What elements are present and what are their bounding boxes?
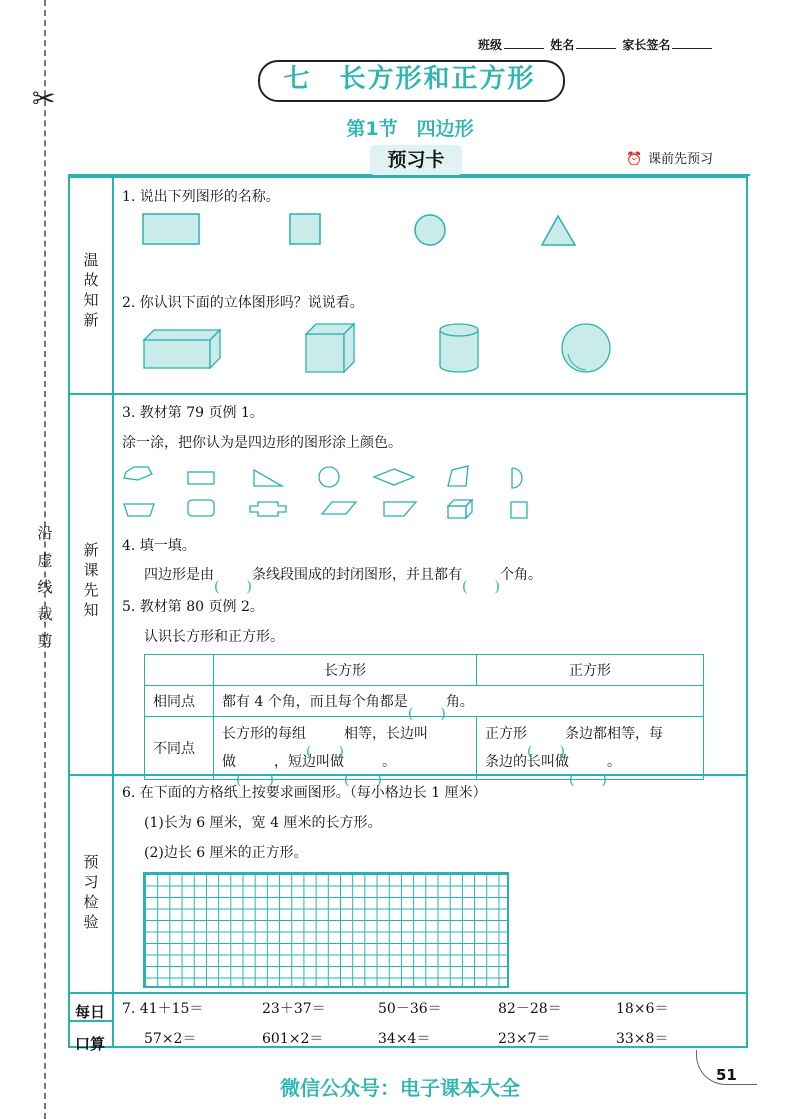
sq-text-b: 条边都相等，每 [565, 726, 663, 742]
rect-text-c: 做 [222, 754, 236, 770]
table-row-diff-label: 不同点 [145, 717, 214, 780]
rectangle-shape [143, 214, 199, 244]
table-row-same-label: 相同点 [145, 686, 214, 717]
class-label: 班级 [478, 38, 503, 52]
cut-label: 沿虚线裁剪 [37, 524, 53, 650]
parent-sign-label: 家长签名 [622, 38, 671, 52]
q2-text: 2. 你认识下面的立体图形吗？说说看。 [122, 295, 364, 311]
q6-item-1: (1)长为 6 厘米，宽 4 厘米的长方形。 [144, 815, 382, 831]
section-label-daily: 每日口算 [74, 1003, 105, 1053]
shape-quad-irregular[interactable] [448, 466, 468, 486]
q5-title: 5. 教材第 80 页例 2。 [122, 599, 264, 615]
shape-d[interactable] [512, 468, 522, 488]
q7-row1-1: 7. 41＋15＝ [122, 1001, 204, 1017]
shape-parallelogram[interactable] [322, 502, 356, 514]
same-text-a: 都有 4 个角，而且每个角都是 [222, 694, 408, 710]
table-row-diff [145, 717, 704, 780]
sq-text-a: 正方形 [485, 726, 527, 742]
footer-wechat: 微信公众号：电子课本大全 [280, 1076, 520, 1100]
shape-small-circle[interactable] [319, 467, 339, 487]
shape-small-square[interactable] [511, 502, 527, 518]
q4-part-a: 四边形是由 [144, 567, 214, 583]
table-row-same [145, 686, 704, 717]
section-label-check: 预习检验 [83, 853, 99, 931]
section-label-review: 温故知新 [83, 251, 99, 329]
q1-text: 1. 说出下列图形的名称。 [122, 189, 280, 205]
table-same-cell [214, 686, 704, 717]
shape-trapezoid-slant[interactable] [384, 502, 416, 516]
shape-rounded-rect[interactable] [188, 500, 214, 516]
cuboid-shape [144, 330, 220, 368]
q7-row1-5: 18×6＝ [616, 1001, 669, 1017]
shape-pentagon[interactable] [124, 467, 152, 480]
alarm-clock-icon: ⏰ [626, 152, 643, 167]
card-title: 预习卡 [370, 145, 462, 175]
circle-shape [415, 215, 445, 245]
side-column-divider [112, 176, 114, 1048]
q3-title: 3. 教材第 79 页例 1。 [122, 405, 264, 421]
plane-shapes [140, 210, 600, 252]
triangle-shape [542, 216, 575, 245]
q7-row1-3: 50－36＝ [378, 1001, 442, 1017]
shape-bone[interactable] [250, 502, 286, 516]
cylinder-shape [440, 324, 478, 372]
q4-part-b: 条线段围成的封闭图形，并且都有 [252, 567, 462, 583]
table-header-row [145, 655, 704, 686]
sphere-shape [562, 324, 610, 372]
shape-rhombus[interactable] [374, 469, 414, 485]
name-label: 姓名 [550, 38, 575, 52]
class-blank[interactable] [504, 36, 544, 49]
shape-small-rect[interactable] [188, 472, 214, 484]
page-number: 51 [716, 1066, 737, 1084]
shape-small-cuboid[interactable] [448, 500, 472, 518]
divider-check-daily [68, 992, 748, 994]
q7-row2-4: 23×7＝ [498, 1031, 551, 1047]
grid-paper[interactable] [143, 872, 509, 988]
q7-row2-3: 34×4＝ [378, 1031, 431, 1047]
quadrilateral-candidates [118, 462, 538, 522]
table-rect-diff [214, 717, 477, 780]
square-shape [290, 214, 320, 244]
q4-title: 4. 填一填。 [122, 538, 196, 554]
q7-row1-4: 82－28＝ [498, 1001, 562, 1017]
same-text-b: 角。 [445, 694, 474, 710]
section-title: 第1节 四边形 [346, 118, 474, 140]
preview-tag [626, 148, 713, 167]
q7-row2-5: 33×8＝ [616, 1031, 669, 1047]
table-square-diff [477, 717, 704, 780]
table-corner [145, 655, 214, 686]
section-label-new: 新课先知 [83, 541, 99, 619]
q4-part-c: 个角。 [500, 567, 542, 583]
scissors-icon: ✂ [32, 82, 56, 115]
chapter-title: 七 长方形和正方形 [283, 64, 536, 94]
shape-right-triangle[interactable] [254, 470, 282, 486]
sq-text-d: 。 [607, 754, 621, 770]
divider-review-new [68, 393, 748, 395]
q7-row1-2: 23＋37＝ [262, 1001, 326, 1017]
solid-shapes [140, 318, 620, 378]
q3-text: 涂一涂，把你认为是四边形的图形涂上颜色。 [122, 435, 402, 451]
q6-title: 6. 在下面的方格纸上按要求画图形。（每小格边长 1 厘米） [122, 785, 487, 801]
q7-row2-2: 601×2＝ [262, 1031, 324, 1047]
header-fields [478, 36, 714, 53]
rect-text-d: ，短边叫做 [274, 754, 344, 770]
table-col-square: 正方形 [477, 655, 704, 686]
q6-item-2: (2)边长 6 厘米的正方形。 [144, 845, 308, 861]
shape-trapezoid[interactable] [124, 504, 154, 516]
rect-text-e: 。 [382, 754, 396, 770]
q4-fill [144, 564, 542, 584]
name-blank[interactable] [576, 36, 616, 49]
q5-text: 认识长方形和正方形。 [144, 629, 284, 645]
parent-sign-blank[interactable] [672, 36, 712, 49]
rect-text-b: 相等，长边叫 [344, 726, 428, 742]
table-col-rect: 长方形 [214, 655, 477, 686]
preview-tag-label: 课前先预习 [648, 152, 714, 167]
cube-shape [306, 324, 354, 372]
compare-table [144, 654, 704, 780]
sq-text-c: 条边的长叫做 [485, 754, 569, 770]
rect-text-a: 长方形的每组 [222, 726, 306, 742]
q7-row2-1: 57×2＝ [144, 1031, 197, 1047]
